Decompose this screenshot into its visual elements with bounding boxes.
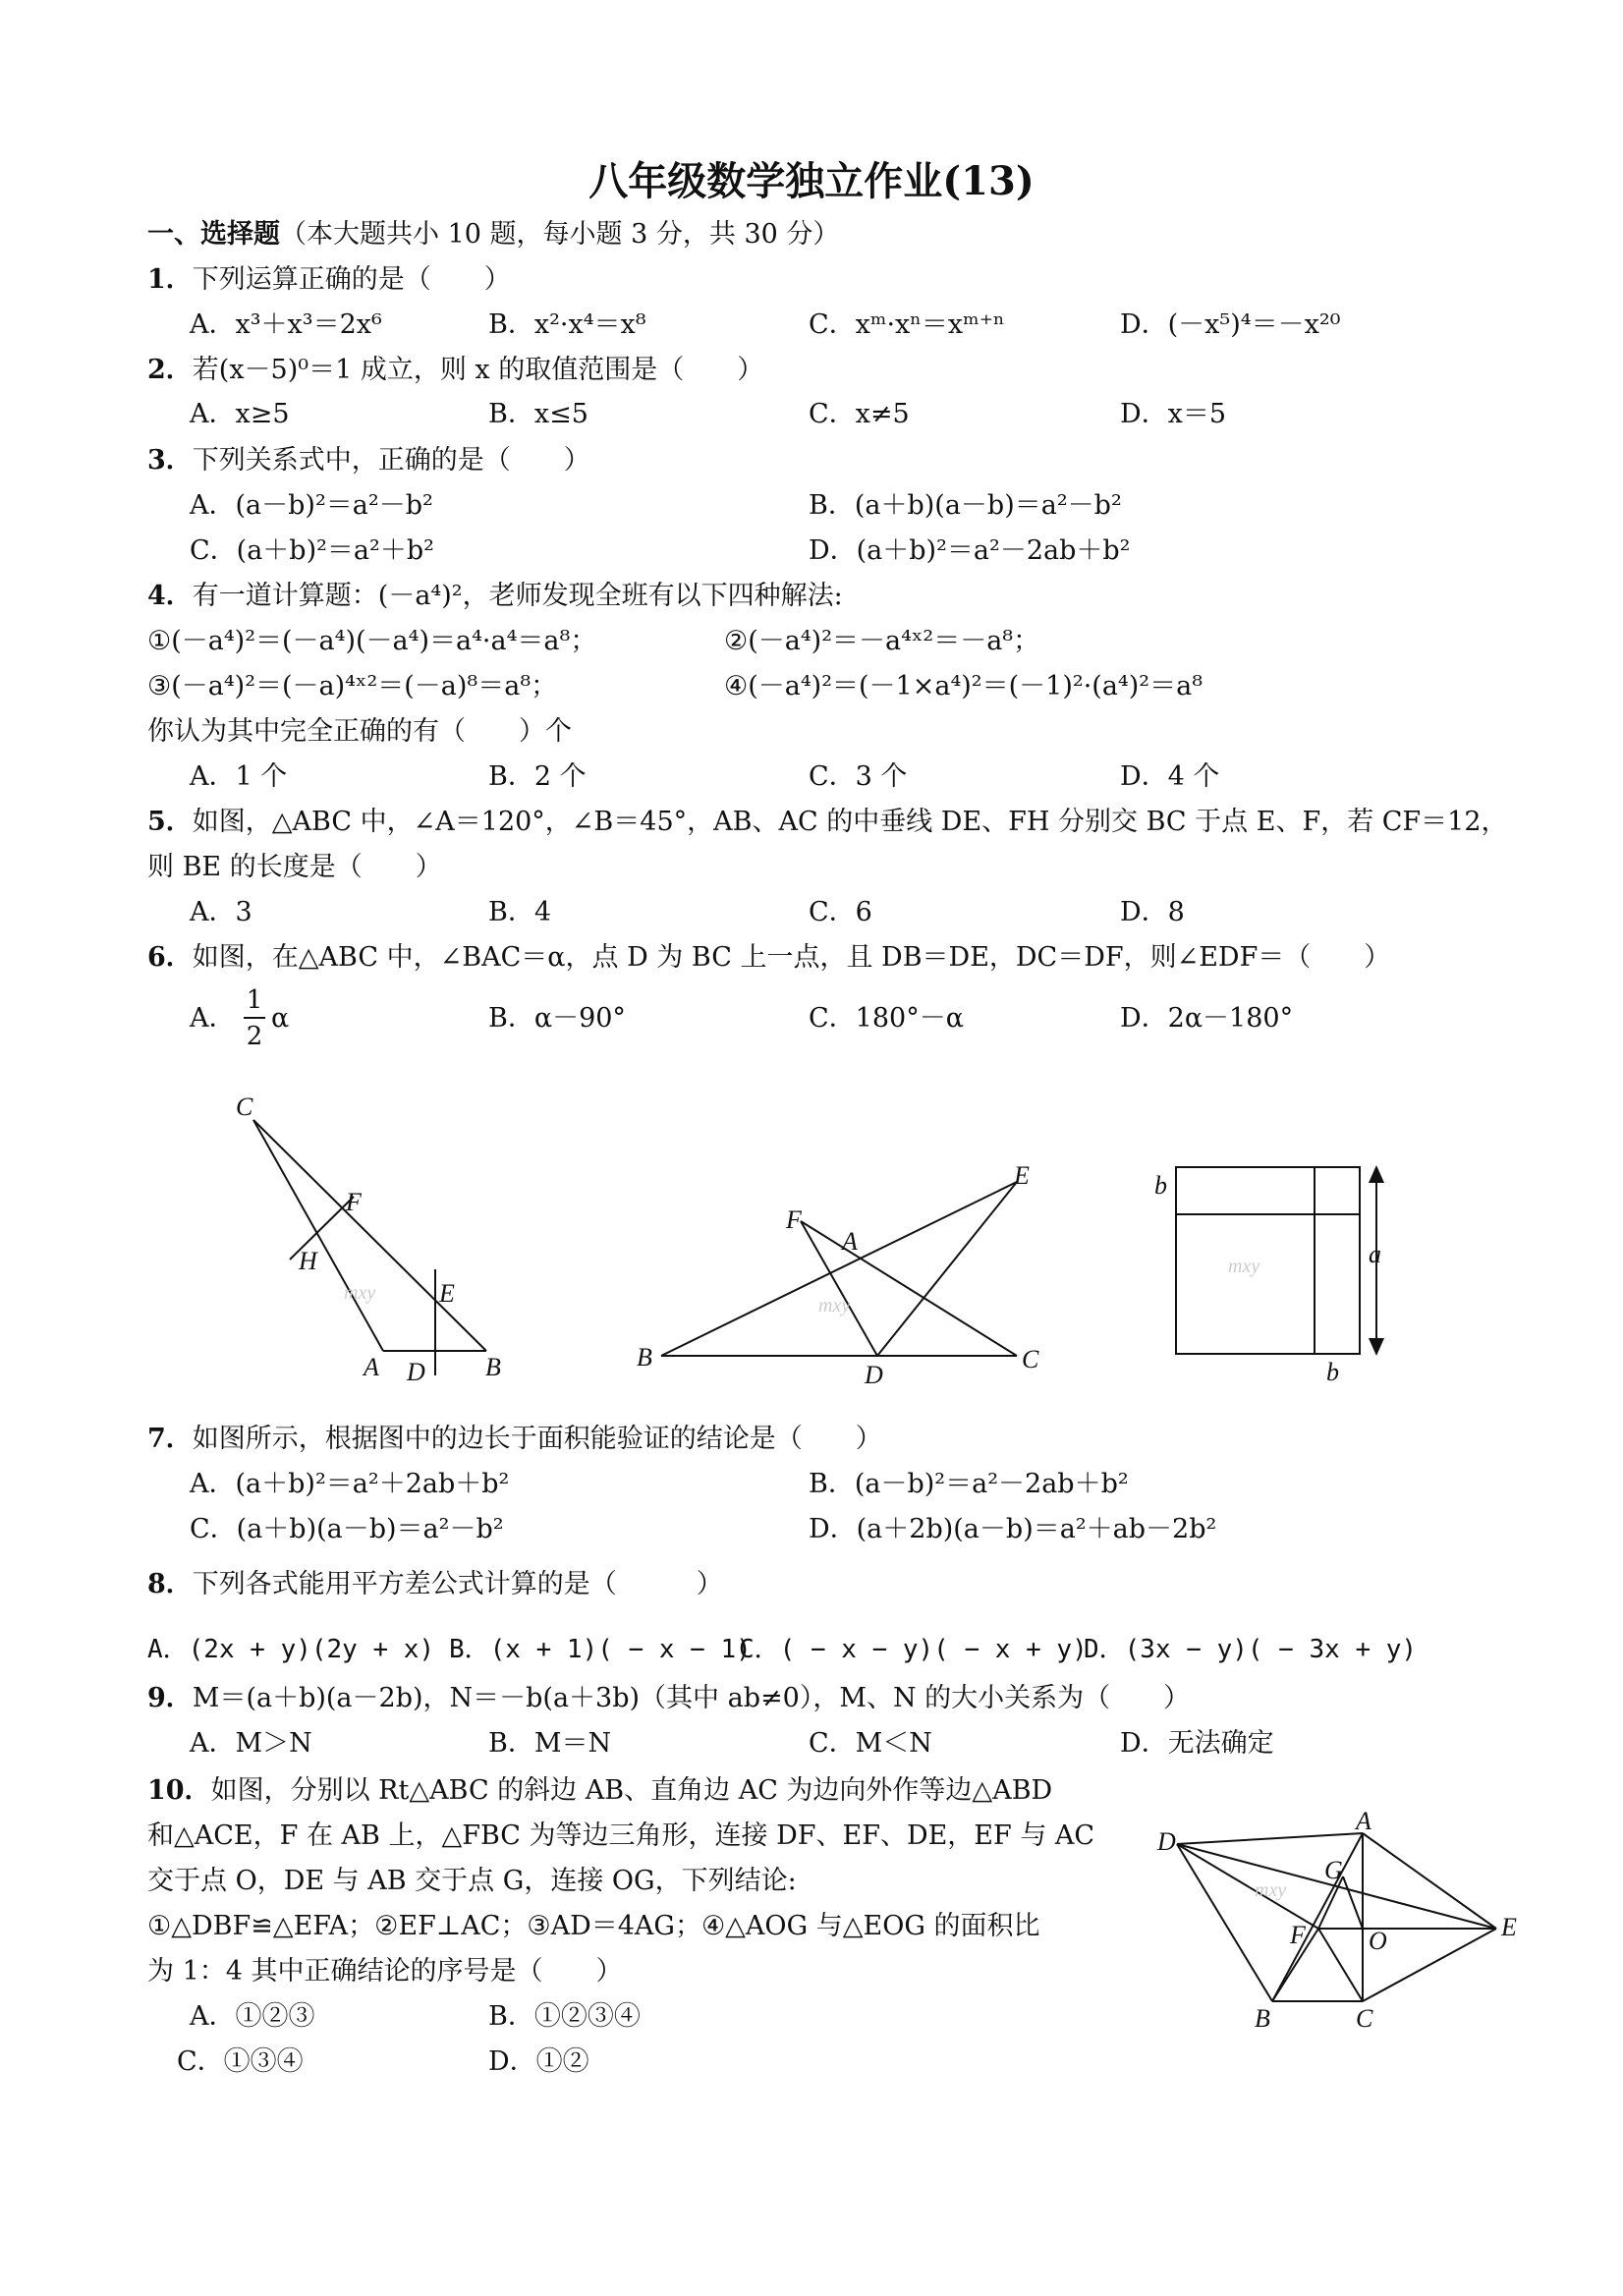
fraction-tail: α [271,1003,290,1034]
option-6c[interactable]: C．180°－α [809,1003,964,1034]
question-stem: 如图，在△ABC 中，∠BAC＝α，点 D 为 BC 上一点，且 DB＝DE，DC＝DF，则∠EDF＝（ ） [192,942,1391,973]
watermark: mxy [1255,1879,1287,1901]
question-10 [147,1774,1052,1808]
question-stem: 如图，△ABC 中，∠A＝120°，∠B＝45°，AB、AC 的中垂线 DE、FH 分别交 BC 于点 E、F，若 CF＝12， [192,807,1508,837]
option-2a[interactable]: A．x≥5 [190,399,290,429]
label-c: C [1022,1345,1039,1373]
question-9 [147,1682,1190,1715]
question-10-line-5: 为 1：4 其中正确结论的序号是（ ） [147,1956,623,1987]
option-1b[interactable]: B．x²·x⁴＝x⁸ [488,309,646,340]
label-o: O [1369,1927,1387,1955]
option-6d[interactable]: D．2α－180° [1120,1003,1294,1034]
label-e: E [1501,1913,1517,1941]
question-7 [147,1423,882,1456]
label-a: A [1356,1807,1371,1835]
arrow-down-icon [1369,1338,1384,1356]
question-stem: 下列运算正确的是（ ） [192,264,511,295]
question-number: 5． [147,807,193,837]
label-f: F [786,1205,802,1234]
option-3a[interactable]: A．(a－b)²＝a²－b² [190,490,433,521]
question-10-line-4: ①△DBF≌△EFA；②EF⊥AC；③AD＝4AG；④△AOG 与△EOG 的面积比 [147,1911,1040,1941]
watermark: mxy [818,1295,851,1316]
label-e: E [1014,1161,1030,1190]
label-b: B [1255,2004,1270,2033]
watermark: mxy [344,1282,376,1304]
option-9c[interactable]: C．M＜N [809,1728,932,1759]
label-e: E [439,1279,455,1308]
label-b: B [637,1343,652,1372]
question-number: 6． [147,942,193,973]
option-4b[interactable]: B．2 个 [488,761,587,792]
option-8d[interactable]: D．(3x − y)( − 3x + y) [1084,1635,1418,1664]
label-c: C [236,1092,253,1121]
label-b-left: b [1154,1171,1167,1200]
option-3b[interactable]: B．(a＋b)(a－b)＝a²－b² [809,490,1122,521]
fraction-denominator: 2 [246,1022,263,1051]
option-7b[interactable]: B．(a－b)²＝a²－2ab＋b² [809,1469,1129,1499]
option-4d[interactable]: D．4 个 [1120,761,1220,792]
label-c: C [1356,2004,1373,2033]
label-f: F [1290,1921,1306,1949]
question-number: 8． [147,1569,193,1599]
question-number: 1． [147,264,193,295]
label-g: G [1324,1856,1343,1884]
option-10a[interactable]: A．①②③ [190,2001,315,2032]
label-a: A [364,1353,379,1381]
option-5a[interactable]: A．3 [190,897,252,927]
question-number: 9． [147,1683,193,1713]
question-number: 10． [147,1775,211,1806]
question-stem: 如图所示，根据图中的边长于面积能验证的结论是（ ） [192,1424,882,1454]
option-8c[interactable]: C．( − x − y)( − x + y) [739,1635,1088,1664]
label-a: A [842,1227,858,1256]
question-8 [147,1568,723,1601]
label-f: F [346,1188,362,1216]
method-2: ②(－a⁴)²＝－a⁴ˣ²＝－a⁸； [724,626,1040,656]
question-number: 2． [147,355,193,385]
option-1d[interactable]: D．(－x⁵)⁴＝－x²⁰ [1120,309,1341,340]
label-d: D [407,1358,425,1386]
option-7c[interactable]: C．(a＋b)(a－b)＝a²－b² [190,1514,504,1544]
option-10d[interactable]: D．①② [488,2046,589,2077]
option-5b[interactable]: B．4 [488,897,552,927]
page-title: 八年级数学独立作业(13) [588,158,1035,204]
option-4c[interactable]: C．3 个 [809,761,908,792]
method-3: ③(－a⁴)²＝(－a)⁴ˣ²＝(－a)⁸＝a⁸； [147,671,558,701]
question-number: 4． [147,581,193,611]
option-2b[interactable]: B．x≤5 [488,399,588,429]
question-stem: 下列各式能用平方差公式计算的是（ ） [192,1569,723,1599]
figure-q7 [1176,1167,1376,1354]
question-10-line-3: 交于点 O，DE 与 AB 交于点 G，连接 OG，下列结论: [147,1866,797,1896]
arrow-up-icon [1369,1165,1384,1183]
question-10-line-2: 和△ACE，F 在 AB 上，△FBC 为等边三角形，连接 DF、EF、DE，EF 与 AC [147,1820,1095,1851]
option-2d[interactable]: D．x＝5 [1120,399,1227,429]
figure-q6 [661,1182,1017,1356]
label-b-bottom: b [1326,1358,1339,1386]
option-9d[interactable]: D．无法确定 [1120,1728,1274,1759]
option-10c[interactable]: C．①③④ [177,2046,304,2077]
question-5-stem-cont: 则 BE 的长度是（ ） [147,852,442,882]
option-2c[interactable]: C．x≠5 [809,399,910,429]
question-stem: 如图，分别以 Rt△ABC 的斜边 AB、直角边 AC 为边向外作等边△ABD [210,1775,1053,1806]
option-1a[interactable]: A．x³＋x³＝2x⁶ [190,309,382,340]
option-6a[interactable]: A． [190,1003,236,1034]
option-3d[interactable]: D．(a＋b)²＝a²－2ab＋b² [809,535,1131,566]
watermark: mxy [1228,1256,1260,1277]
label-a-right: a [1369,1240,1381,1268]
label-d: D [1157,1827,1176,1856]
question-4-ask: 你认为其中完全正确的有（ ）个 [147,716,572,747]
method-1: ①(－a⁴)²＝(－a⁴)(－a⁴)＝a⁴·a⁴＝a⁸； [147,626,597,656]
question-stem: 有一道计算题：(－a⁴)²，老师发现全班有以下四种解法: [192,581,843,611]
option-7d[interactable]: D．(a＋2b)(a－b)＝a²＋ab－2b² [809,1514,1217,1544]
label-d: D [865,1361,883,1389]
option-8b[interactable]: B．(x + 1)( − x − 1) [449,1635,752,1664]
option-9a[interactable]: A．M＞N [190,1728,312,1759]
option-8a[interactable]: A．(2x + y)(2y + x) [147,1635,435,1664]
option-5c[interactable]: C．6 [809,897,872,927]
section-heading-label: 一、选择题 [147,219,280,250]
label-b: B [485,1353,501,1381]
label-h: H [299,1247,317,1275]
fraction-numerator: 1 [246,985,263,1015]
question-stem: M＝(a＋b)(a－2b)，N＝－b(a＋3b)（其中 ab≠0），M、N 的大小关系为（ ） [192,1683,1191,1713]
question-stem: 下列关系式中，正确的是（ ） [192,445,590,476]
question-stem: 若(x－5)⁰＝1 成立，则 x 的取值范围是（ ） [192,355,764,385]
option-5d[interactable]: D．8 [1120,897,1185,927]
option-6b[interactable]: B．α－90° [488,1003,626,1034]
option-1c[interactable]: C．xᵐ·xⁿ＝xᵐ⁺ⁿ [809,309,1005,340]
question-number: 3． [147,445,193,476]
option-4a[interactable]: A．1 个 [190,761,288,792]
option-9b[interactable]: B．M＝N [488,1728,612,1759]
method-4: ④(－a⁴)²＝(－1×a⁴)²＝(－1)²·(a⁴)²＝a⁸ [724,671,1203,701]
question-number: 7． [147,1424,193,1454]
section-note: （本大题共小 10 题，每小题 3 分，共 30 分） [280,219,840,250]
option-7a[interactable]: A．(a＋b)²＝a²＋2ab＋b² [190,1469,510,1499]
option-3c[interactable]: C．(a＋b)²＝a²＋b² [190,535,434,566]
option-10b[interactable]: B．①②③④ [488,2001,641,2032]
